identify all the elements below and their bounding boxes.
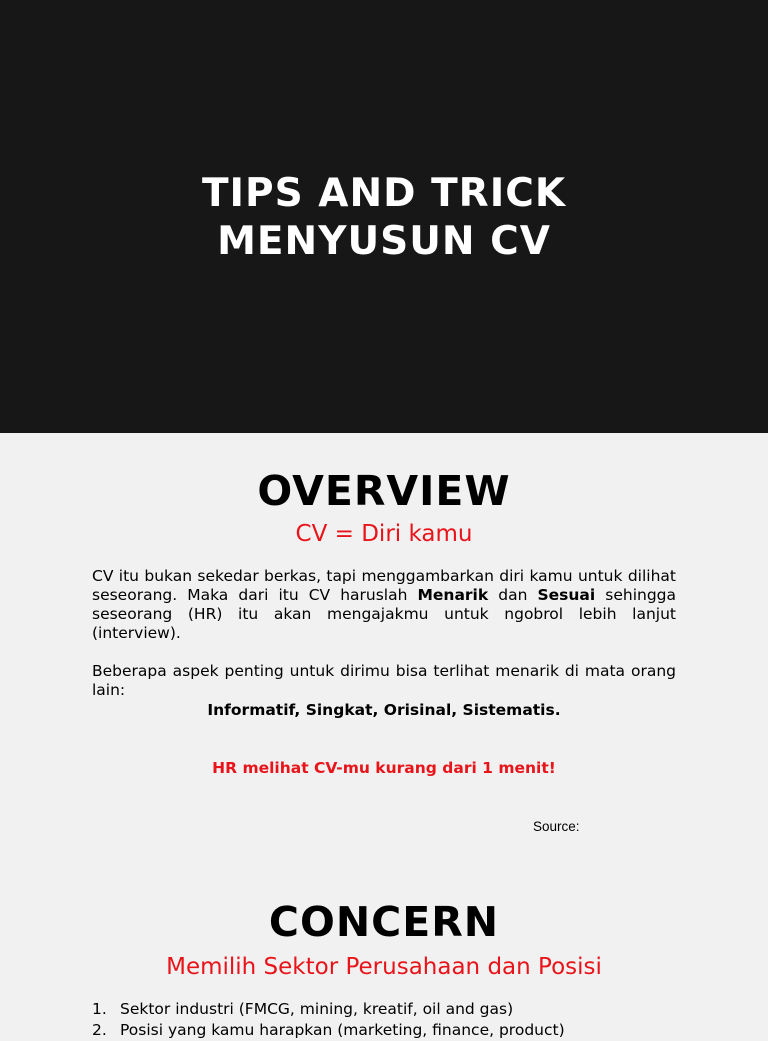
concern-subheading: Memilih Sektor Perusahaan dan Posisi — [166, 954, 602, 980]
source-label: Source: — [533, 819, 580, 834]
slide-title — [0, 170, 768, 266]
overview-paragraph-2: Beberapa aspek penting untuk dirimu bisa terlihat menarik di mata orang lain: — [92, 662, 676, 699]
concern-list — [92, 999, 692, 1041]
hr-highlight: HR melihat CV-mu kurang dari 1 menit! — [212, 759, 556, 777]
list-item-text: Sektor industri (FMCG, mining, kreatif, oil and gas) — [120, 1000, 514, 1018]
overview-paragraph-1: CV itu bukan sekedar berkas, tapi menggambarkan diri kamu untuk dilihat seseorang. Maka dari itu CV haruslah Menarik dan Sesuai sehingga seseorang (HR) itu akan mengajakmu untuk ngobrol lebih lanjut (interview). — [92, 567, 677, 642]
bold-sesuai: Sesuai — [537, 586, 596, 604]
list-item-number: 2. — [92, 1021, 107, 1039]
slide-title-line2: MENYUSUN CV — [217, 219, 551, 264]
overview-heading: OVERVIEW — [257, 467, 511, 515]
list-item — [92, 999, 692, 1020]
list-item — [92, 1020, 692, 1041]
slide-title-line1: TIPS AND TRICK — [201, 171, 567, 216]
concern-heading: CONCERN — [268, 898, 500, 946]
bold-menarik: Menarik — [417, 586, 489, 604]
list-item-text: Posisi yang kamu harapkan (marketing, finance, product) — [120, 1021, 565, 1039]
list-item-number: 1. — [92, 1000, 107, 1018]
aspects-list: Informatif, Singkat, Orisinal, Sistematis. — [207, 701, 561, 719]
title-slide — [0, 0, 768, 433]
overview-subheading: CV = Diri kamu — [295, 521, 473, 547]
